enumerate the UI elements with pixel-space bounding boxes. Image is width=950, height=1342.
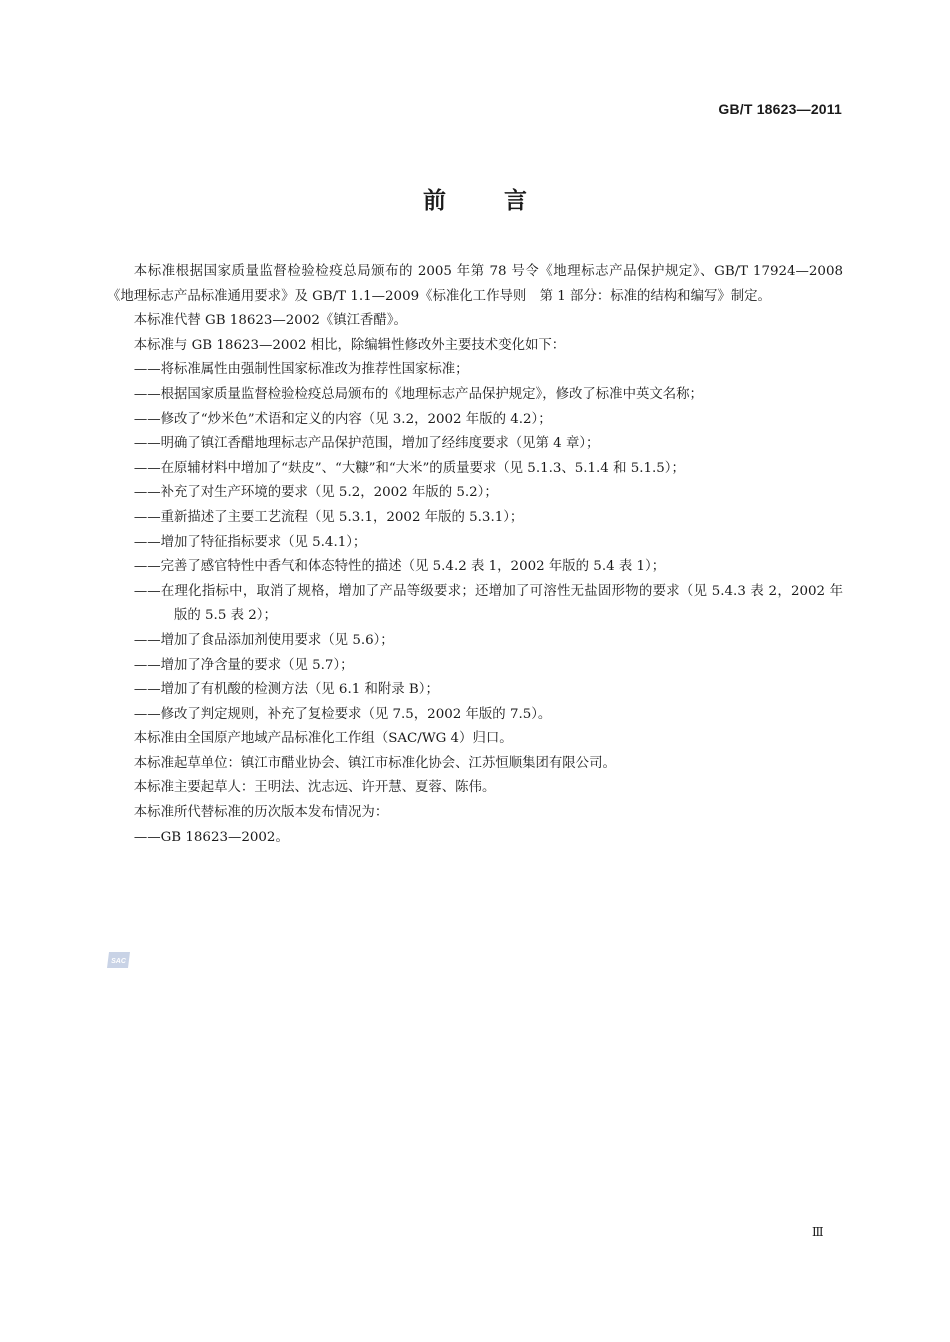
list-item: ——重新描述了主要工艺流程（见 5.3.1，2002 年版的 5.3.1）；: [133, 509, 524, 525]
list-item: ——GB 18623—2002。: [133, 829, 289, 845]
list-item: ——在原辅材料中增加了“麸皮”、“大糠”和“大米”的质量要求（见 5.1.3、5.1.4 和 5.1.5）；: [133, 460, 685, 476]
list-item: ——在理化指标中，取消了规格，增加了产品等级要求；还增加了可溶性无盐固形物的要求（见 5.4.3 表 2，2002 年版的 5.5 表 2）；: [133, 583, 843, 624]
paragraph: 本标准起草单位：镇江市醋业协会、镇江市标准化协会、江苏恒顺集团有限公司。: [133, 755, 616, 771]
list-item: ——完善了感官特性中香气和体态特性的描述（见 5.4.2 表 1，2002 年版的 5.4 表 1）；: [133, 559, 666, 575]
change-list: [107, 358, 843, 727]
list-item: ——补充了对生产环境的要求（见 5.2，2002 年版的 5.2）；: [133, 485, 498, 501]
paragraph: 本标准与 GB 18623—2002 相比，除编辑性修改外主要技术变化如下：: [133, 337, 566, 353]
list-item: ——增加了净含量的要求（见 5.7）；: [133, 657, 354, 673]
list-item: ——修改了“炒米色”术语和定义的内容（见 3.2，2002 年版的 4.2）；: [133, 411, 552, 427]
list-item: ——增加了食品添加剂使用要求（见 5.6）；: [133, 632, 394, 648]
paragraph: 本标准主要起草人：王明法、沈志远、许开慧、夏蓉、陈伟。: [133, 780, 496, 796]
document-body: [107, 260, 843, 850]
paragraph: 本标准代替 GB 18623—2002《镇江香醋》。: [133, 313, 407, 329]
list-item: ——增加了特征指标要求（见 5.4.1）；: [133, 534, 367, 550]
list-item: ——根据国家质量监督检验检疫总局颁布的《地理标志产品保护规定》，修改了标准中英文名称；: [133, 386, 703, 402]
list-item: ——将标准属性由强制性国家标准改为推荐性国家标准；: [133, 362, 469, 378]
sac-logo-text: SAC: [111, 958, 126, 965]
list-item: ——明确了镇江香醋地理标志产品保护范围，增加了经纬度要求（见第 4 章）；: [133, 436, 600, 452]
paragraph: 本标准所代替标准的历次版本发布情况为：: [133, 805, 389, 821]
standard-code: GB/T 18623—2011: [718, 101, 842, 117]
page-title: 前言: [423, 188, 585, 214]
page-number: Ⅲ: [812, 1225, 825, 1239]
list-item: ——修改了判定规则，补充了复检要求（见 7.5，2002 年版的 7.5）。: [133, 706, 552, 722]
paragraph: 本标准由全国原产地域产品标准化工作组（SAC/WG 4）归口。: [133, 731, 513, 747]
list-item: ——增加了有机酸的检测方法（见 6.1 和附录 B）；: [133, 682, 439, 698]
paragraph: 本标准根据国家质量监督检验检疫总局颁布的 2005 年第 78 号令《地理标志产品保护规定》、GB/T 17924—2008《地理标志产品标准通用要求》及 GB/T 1.1—2009《标准化工作导则 第 1 部分：标准的结构和编写》制定。: [107, 264, 843, 304]
sac-watermark-icon: [106, 950, 132, 970]
